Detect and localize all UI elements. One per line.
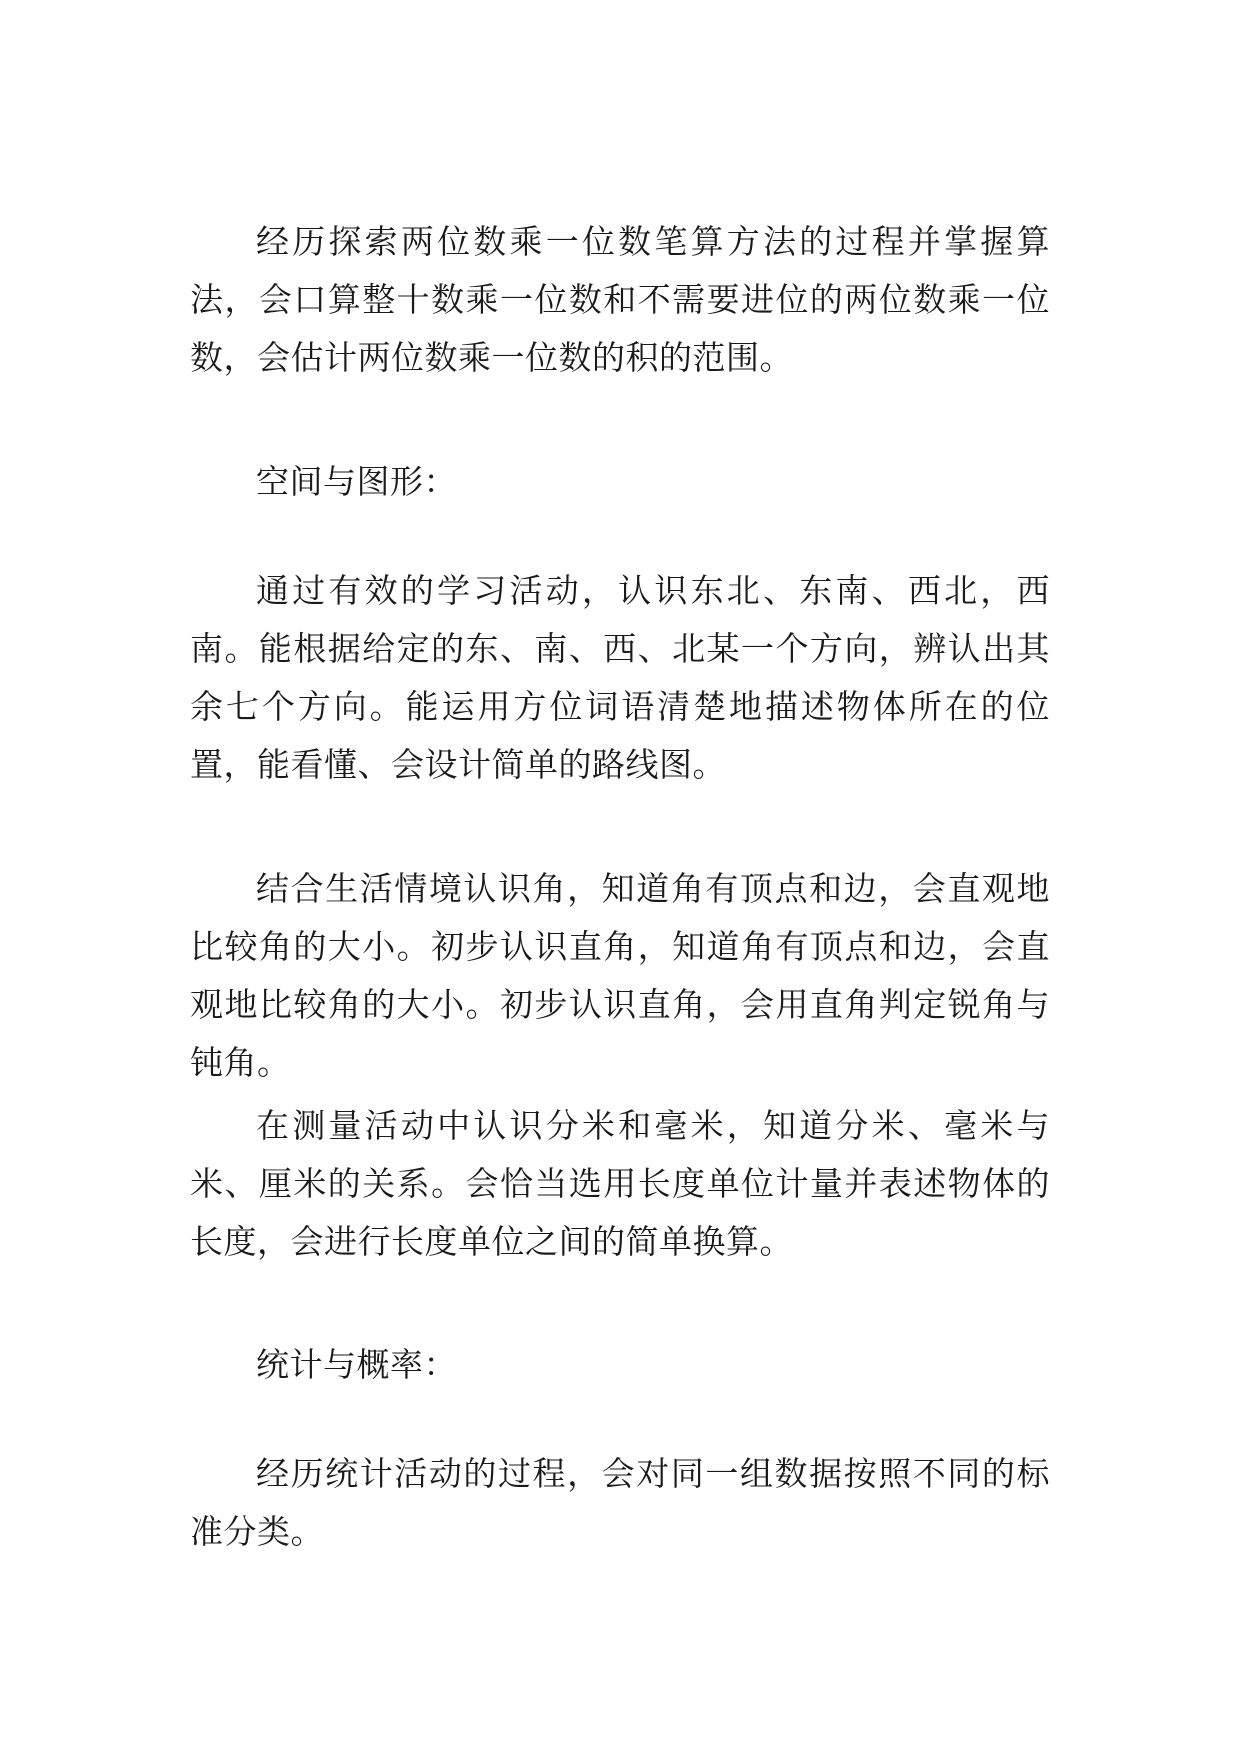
- paragraph-angles: 结合生活情境认识角，知道角有顶点和边，会直观地比较角的大小。初步认识直角，知道角有顶点和边，会直观地比较角的大小。初步认识直角，会用直角判定锐角与钝角。: [190, 869, 1050, 1082]
- paragraph-directions: 通过有效的学习活动，认识东北、东南、西北，西南。能根据给定的东、南、西、北某一个方向，辨认出其余七个方向。能运用方位词语清楚地描述物体所在的位置，能看懂、会设计简单的路线图。: [190, 571, 1050, 784]
- section-heading-space-and-shape: 空间与图形：: [256, 462, 457, 501]
- paragraph-measurement: 在测量活动中认识分米和毫米，知道分米、毫米与米、厘米的关系。会恰当选用长度单位计量并表述物体的长度，会进行长度单位之间的简单换算。: [190, 1106, 1050, 1261]
- paragraph-multiplication: 经历探索两位数乘一位数笔算方法的过程并掌握算法，会口算整十数乘一位数和不需要进位的两位数乘一位数，会估计两位数乘一位数的积的范围。: [190, 222, 1050, 377]
- section-heading-statistics: 统计与概率：: [256, 1345, 457, 1384]
- paragraph-statistics: 经历统计活动的过程，会对同一组数据按照不同的标准分类。: [190, 1454, 1050, 1551]
